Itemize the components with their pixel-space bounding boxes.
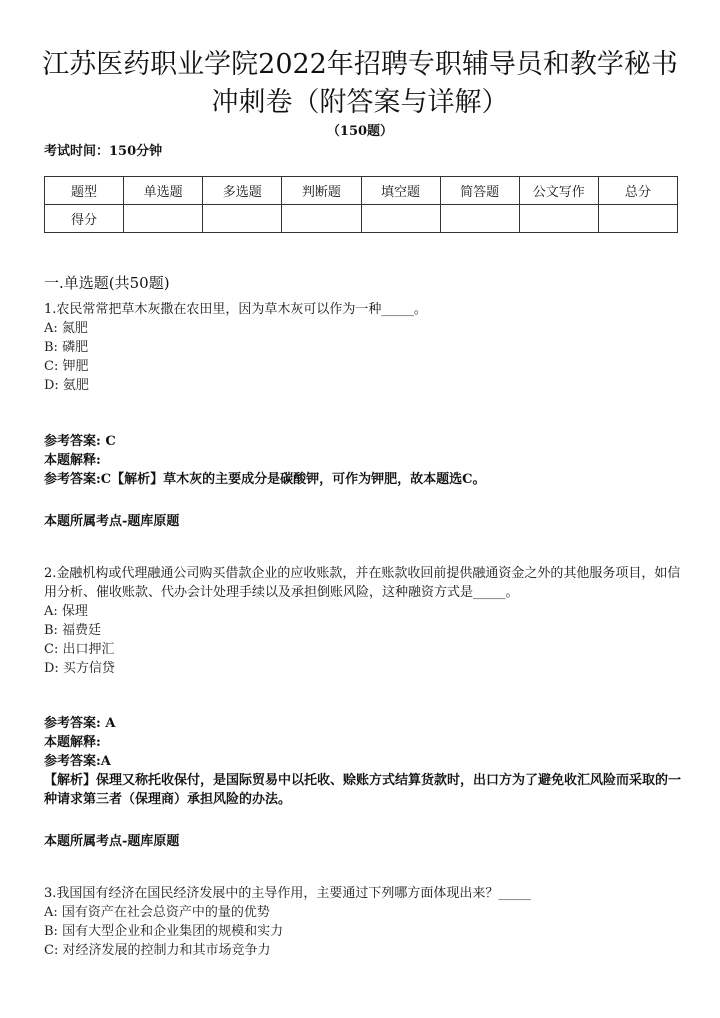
question-stem: 1.农民常常把草木灰撒在农田里，因为草木灰可以作为一种_____。: [44, 302, 427, 317]
score-row-label: 得分: [45, 205, 124, 233]
score-table-header-cell: 判断题: [282, 177, 361, 205]
score-cell: [203, 205, 282, 233]
answer: 参考答案: C: [44, 434, 116, 449]
option-c: C: 对经济发展的控制力和其市场竞争力: [44, 943, 271, 958]
section-title: 一.单选题(共50题): [44, 274, 170, 292]
score-cell: [361, 205, 440, 233]
answer: 参考答案: A: [44, 716, 116, 731]
option-b: B: 国有大型企业和企业集团的规模和实力: [44, 924, 284, 939]
question-count: （150题）: [326, 124, 394, 139]
document-title-line1: 江苏医药职业学院2022年招聘专职辅导员和教学秘书: [42, 49, 678, 80]
explanation-label: 本题解释:: [44, 735, 101, 750]
option-a: A: 保理: [44, 604, 88, 619]
score-table-header-cell: 填空题: [361, 177, 440, 205]
document-title-line2: 冲刺卷（附答案与详解）: [211, 87, 509, 118]
question-stem: 3.我国国有经济在国民经济发展中的主导作用，主要通过下列哪方面体现出来？_____: [44, 886, 531, 901]
answer-block-2: [44, 714, 684, 809]
option-b: B: 磷肥: [44, 340, 89, 355]
question-2: [44, 564, 684, 678]
score-table-header-cell: 题型: [45, 177, 124, 205]
option-a: A: 国有资产在社会总资产中的量的优势: [44, 905, 270, 920]
question-stem: 2.金融机构或代理融通公司购买借款企业的应收账款，并在账款收回前提供融通资金之外的其他服务项目，如信用分析、催收账款、代办会计处理手续以及承担倒账风险，这种融资方式是_____。: [44, 566, 681, 600]
knowledge-point: 本题所属考点-题库原题: [44, 514, 180, 529]
knowledge-point: 本题所属考点-题库原题: [44, 834, 180, 849]
option-d: D: 买方信贷: [44, 661, 115, 676]
option-c: C: 出口押汇: [44, 642, 115, 657]
score-table-header-cell: 单选题: [124, 177, 203, 205]
score-table-header-cell: 总分: [598, 177, 677, 205]
question-1: [44, 300, 684, 395]
score-table-score-row: [45, 205, 678, 233]
option-c: C: 钾肥: [44, 359, 89, 374]
score-cell: [282, 205, 361, 233]
option-b: B: 福费廷: [44, 623, 102, 638]
explanation: 参考答案:A: [44, 754, 111, 769]
score-table-header-cell: 多选题: [203, 177, 282, 205]
score-cell: [440, 205, 519, 233]
score-table: [44, 176, 678, 233]
option-d: D: 氨肥: [44, 378, 89, 393]
answer-block-1: [44, 432, 684, 489]
score-table-header-row: [45, 177, 678, 205]
explanation-detail: 【解析】保理又称托收保付，是国际贸易中以托收、赊账方式结算货款时，出口方为了避免收汇风险而采取的一种请求第三者（保理商）承担风险的办法。: [44, 773, 682, 807]
explanation-label: 本题解释:: [44, 453, 101, 468]
explanation: 参考答案:C【解析】草木灰的主要成分是碳酸钾，可作为钾肥，故本题选C。: [44, 472, 486, 487]
score-cell: [598, 205, 677, 233]
question-3: [44, 884, 684, 960]
score-table-header-cell: 简答题: [440, 177, 519, 205]
score-cell: [124, 205, 203, 233]
score-cell: [519, 205, 598, 233]
option-a: A: 氮肥: [44, 321, 88, 336]
score-table-header-cell: 公文写作: [519, 177, 598, 205]
exam-time: 考试时间：150分钟: [44, 144, 163, 159]
